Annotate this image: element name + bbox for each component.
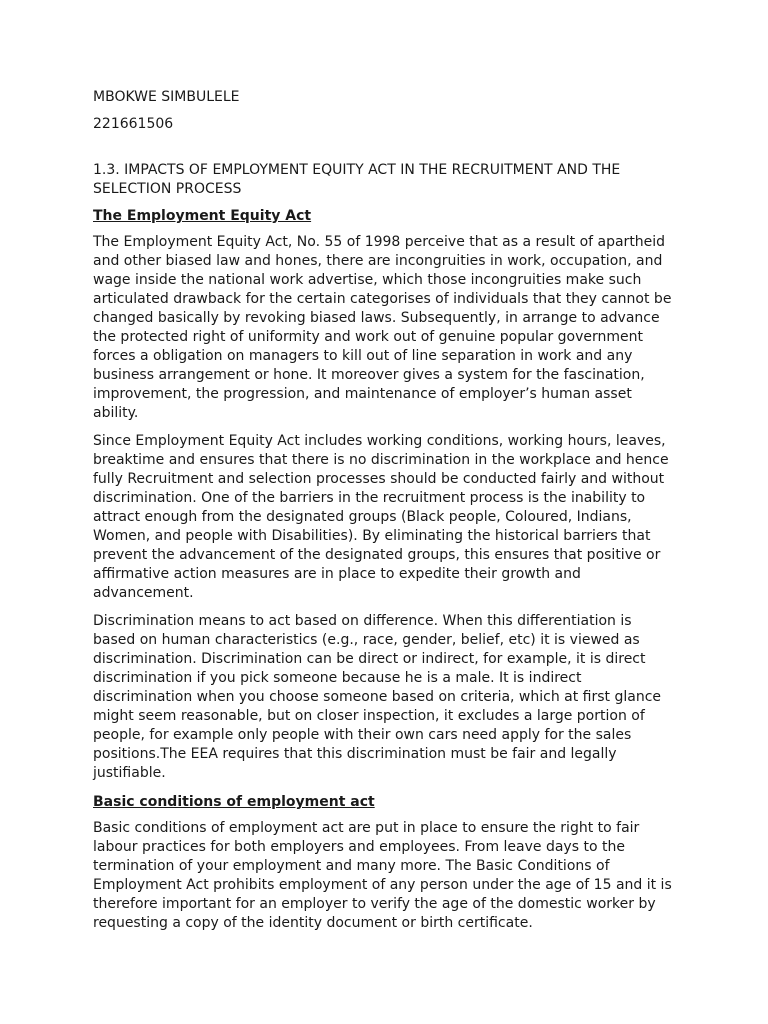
paragraph: Since Employment Equity Act includes working conditions, working hours, leaves, breaktime and ensures that there is no discrimination in the workplace and hence fully Recruitment and selection processes should be conducted fairly and without discrimination. One of the barriers in the recruitment process is the inability to attract enough from the designated groups (Black people, Coloured, Indians, Women, and people with Disabilities). By eliminating the historical barriers that prevent the advancement of the designated groups, this ensures that positive or affirmative action measures are in place to expedite their growth and advancement. bbox=[93, 433, 669, 601]
paragraph: Discrimination means to act based on difference. When this differentiation is based on human characteristics (e.g., race, gender, belief, etc) it is viewed as discrimination. Discrimination can be direct or indirect, for example, it is direct discrimination if you pick someone because he is a male. It is indirect discrimination when you choose someone based on criteria, which at first glance might seem reasonable, but on closer inspection, it excludes a large portion of people, for example only people with their own cars need apply for the sales positions.The EEA requires that this discrimination must be fair and legally justifiable. bbox=[93, 613, 662, 781]
author-name: MBOKWE SIMBULELE bbox=[93, 89, 240, 105]
paragraph: Basic conditions of employment act are put in place to ensure the right to fair labour practices for both employers and employees. From leave days to the termination of your employment and many more. The Basic Conditions of Employment Act prohibits employment of any person under the age of 15 and it is therefore important for an employer to verify the age of the domestic worker by requesting a copy of the identity document or birth certificate. bbox=[93, 820, 672, 931]
paragraph: The Employment Equity Act, No. 55 of 1998 perceive that as a result of apartheid and other biased law and hones, there are incongruities in work, occupation, and wage inside the national work advertise, which those incongruities make such articulated drawback for the certain categorises of individuals that they cannot be changed basically by revoking biased laws. Subsequently, in arrange to advance the protected right of uniformity and work out of genuine popular government forces a obligation on managers to kill out of line separation in work and any business arrangement or hone. It moreover gives a system for the fascination, improvement, the progression, and maintenance of employer’s human asset ability. bbox=[93, 234, 672, 421]
section-heading: The Employment Equity Act bbox=[93, 208, 312, 224]
document-page bbox=[93, 86, 673, 933]
section-employment-equity-act bbox=[93, 207, 673, 783]
section-heading: Basic conditions of employment act bbox=[93, 794, 375, 810]
section-title: 1.3. IMPACTS OF EMPLOYMENT EQUITY ACT IN THE RECRUITMENT AND THE SELECTION PROCESS bbox=[93, 162, 621, 197]
section-basic-conditions-act bbox=[93, 793, 673, 933]
student-number: 221661506 bbox=[93, 116, 174, 132]
